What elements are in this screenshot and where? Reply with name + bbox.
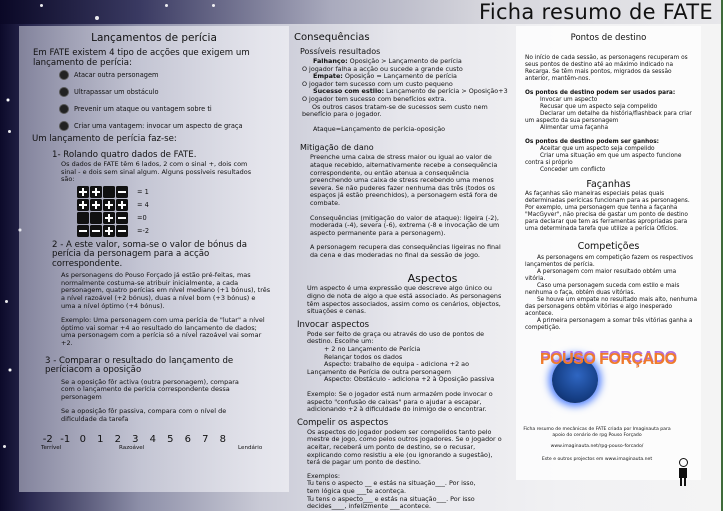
blank-die-icon [77, 212, 89, 224]
page-title: Ficha resumo de FATE [478, 0, 713, 24]
action-item: Ultrapassar um obstáculo [59, 87, 289, 97]
action-item: Atacar outra personagem [59, 70, 289, 80]
action-item: Prevenir um ataque ou vantagem sobre ti [59, 104, 289, 114]
plus-die-icon [116, 199, 128, 211]
star-decoration [95, 16, 99, 20]
intro-text: Em FATE existem 4 tipo de acções que exigem um lançamento de perícia: [33, 48, 250, 68]
star-decoration [212, 4, 215, 7]
blank-die-icon [103, 186, 115, 198]
ladder-labels: Terrível Razoável Lendário [41, 444, 263, 451]
logo-text: POUSO FORÇADO [540, 351, 677, 368]
star-decoration [5, 300, 8, 303]
section-heading: Pontos de destino [570, 33, 647, 43]
create-advantage-icon [59, 121, 69, 131]
step1-title: 1- Rolando quatro dados de FATE. [52, 149, 197, 160]
credits-more[interactable]: Este e outros projectos em www.imaginauta.net [541, 456, 653, 462]
attack-icon [59, 70, 69, 80]
consequences-section: Consequências Possíveis resultados Falhanço: Oposição > Lançamento de perícia O jogador falha a acção ou sucede a grande custo Empate: Oposição = Lançamento de perícia O jogador tem sucesso com um custo pequeno Sucesso com estilo: Lançamento de perícia > Oposição+3 O jogador tem sucesso com benefícios extra. Os outros casos tratam-se de sucessos sem custo nem benefício para o jogador. Ataque=Lançamento de perícia-oposição Mitigação de dano Preenche uma caixa de stress maior ou igual ao valor de ataque recebido, alternativamente recebe a consequência correspondente, ou então atenua a consequência preenchendo uma caixa de stress recebendo uma menos severa. Se não puderes fazer nenhuma das três (todos os espaços já estão preenchidos), a personagem está fora de combate. Consequências (mitigação do valor de ataque): ligeira (-2), moderada (-4), severa (-6), extrema (-8 e invocação de um aspecto permanente para a personagem). A personagem recupera das consequências ligeiras no final da cena e das moderadas no final da sessão de jogo. Aspectos Um aspecto é uma expressão que descreve algo único ou digno de nota de algo a que está associado. As personagens têm aspectos associados, assim como os cenários, objectos, situações e cenas. Invocar aspectos Pode ser feito de graça ou através do uso de pontos de destino. Escolhe um: + 2 no Lançamento de Perícia Relançar todos os dados Aspecto: trabalho de equipa - adiciona +2 ao Lançamento de Perícia de outra personagem Aspecto: Obstáculo - adiciona +2 à Oposição passiva Exemplo: Se o jogador está num armazém pode invocar o aspecto "confusão de caixas" para o ajudar a escapar, adicionando +2 à dificuldade do inimigo de o encontrar. Compelir os aspectos Os aspectos do jogador podem ser compelidos tanto pelo mestre de jogo, como pelos outros jogadores. Se o jogador o aceitar, receberá um ponto de destino, se o recusar, explicando como resistiu a ele (ou ignorando a sugestão), terá de pagar um ponto de destino. Exemplos: Tu tens o aspecto __ e estás na situação___. Por isso, tem lógica que ___te aconteça. Tu tens o aspecto___ e estás na situação___. Por isso decides____, infelizmente ___acontece. [290, 26, 515, 506]
credits-url[interactable]: www.imaginauta.net/rpg-pouso-forcado/ [550, 444, 644, 450]
section-heading: Competições [577, 241, 640, 252]
plus-die-icon [77, 186, 89, 198]
star-decoration [8, 130, 11, 133]
star-decoration [40, 4, 43, 7]
minus-die-icon [77, 225, 89, 237]
section-heading: Lançamentos de perícia [91, 32, 217, 44]
overcome-icon [59, 87, 69, 97]
defend-icon [59, 104, 69, 114]
step3-active: Se a oposição fôr activa (outra personagem), compara com o lançamento de perícia correspondente dessa personagem [61, 377, 239, 401]
skill-rolls-section [19, 26, 289, 492]
pouso-forcado-logo [516, 343, 701, 409]
credits: Ficha resumo de mecânicas de FATE criada por Imaginauta para apoio do cenário de rpg Pouso Forçado [523, 427, 671, 438]
dice-example: = 4 [77, 199, 289, 212]
section-heading: Aspectos [407, 272, 458, 286]
plus-die-icon [77, 199, 89, 211]
subheading: Possíveis resultados [300, 47, 381, 56]
section-heading: Façanhas [586, 179, 631, 190]
minus-die-icon [116, 186, 128, 198]
dice-example: =0 [77, 212, 289, 225]
minus-die-icon [116, 212, 128, 224]
how-text: Um lançamento de perícia faz-se: [32, 134, 177, 144]
subheading: Mitigação de dano [300, 143, 374, 153]
step3-title: 3 - Comparar o resultado do lançamento de períciacom a oposição [45, 355, 234, 376]
step2-example: Exemplo: Uma personagem com uma perícia de "lutar" a nível óptimo vai somar +4 ao resultado do lançamento de dados; uma personagem com a perícia só a nível razoável vai somar +2. [61, 316, 265, 348]
blank-die-icon [90, 212, 102, 224]
star-decoration [165, 4, 168, 7]
fate-points-section: Pontos de destino No início de cada sessão, as personagens recuperam os seus pontos de destino até ao máximo indicado na Recarga. Se têm mais pontos, migrados da sessão anterior, mantêm-nos. Os pontos de destino podem ser usados para: Invocar um aspecto Recusar que um aspecto seja compelido Declarar um detalhe da história/flashback para criar um aspecto da sua personagem Alimentar uma façanha Os pontos de destino podem ser ganhos: Aceitar que um aspecto seja compelido Criar uma situação em que um aspecto funcione contra si próprio Conceder um conflicto Façanhas As façanhas são maneiras especiais pelas quais determinadas perícicas funcionam para as personagens. Por exemplo, uma personagem que tenha a façanha "MacGyver", não precisa de gastar um ponto de destino para declarar que tem as ferramentas apropriadas para uma determinada tarefa que utilize a perícia Ofícios. Competições As personagens em competição fazem os respectivos lançamentos de perícia. A personagem com maior resultado obtém uma vitória. Caso uma personagem suceda com estilo e mais nenhuma o faça, obtém duas vitórias. Se houve um empate no resultado mais alto, nenhuma das personagens obtém vitórias e algo inesperado acontece. A primeira personagem a somar três vitórias ganha a competição. POUSO FORÇADO Ficha resumo de mecânicas de FATE criada por Imaginauta para apoio do cenário de rpg Pouso Forçado www.imaginauta.net/rpg-pouso-forcado/ Este e outros projectos em www.imaginauta.net [516, 26, 701, 480]
plus-die-icon [103, 212, 115, 224]
dice-example: = 1 [77, 186, 289, 199]
imaginauta-logo-icon [678, 458, 688, 488]
star-decoration [3, 445, 6, 448]
step3-passive: Se a oposição fôr passiva, compara com o nível de dificuldade da tarefa [61, 407, 227, 423]
plus-die-icon [90, 186, 102, 198]
subheading: Compelir os aspectos [297, 417, 389, 428]
attack-formula: Ataque=Lançamento de perícia-oposição [313, 124, 446, 133]
minus-die-icon [116, 225, 128, 237]
section-heading: Consequências [294, 32, 370, 43]
dice-example: =-2 [77, 225, 289, 238]
plus-die-icon [103, 199, 115, 211]
step2-title: 2 - A este valor, soma-se o valor de bónus da perícia da personagem para a acção correspondente. [52, 239, 248, 269]
subheading: Invocar aspectos [297, 319, 370, 330]
action-item: Criar uma vantagem: invocar um aspecto de graça [59, 121, 289, 131]
minus-die-icon [90, 225, 102, 237]
difficulty-ladder: -2 -1 0 1 2 3 4 5 6 7 8 [42, 433, 226, 445]
step2-text: As personagens do Pouso Forçado já estão pré-feitas, mas normalmente costuma-se atribuir inicialmente, a cada personagem, quatro perícias em nível mediano (+1 bónus), três a nível razoável (+2 bónus), duas a nível bom (+3 bónus) e uma a nível óptimo (+4 bónus). [61, 271, 271, 310]
step1-text: Os dados de FATE têm 6 lados, 2 com o sinal +, dois com sinal - e dois sem sinal algum. Alguns possíveis resultados são: [61, 160, 252, 184]
plus-die-icon [103, 225, 115, 237]
plus-die-icon [90, 199, 102, 211]
